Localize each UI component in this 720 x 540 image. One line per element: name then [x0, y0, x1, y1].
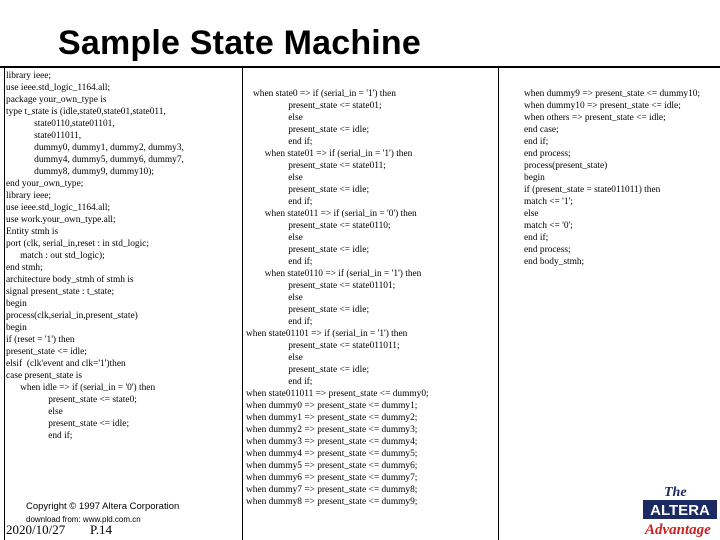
title-divider [0, 66, 720, 68]
logo-altera-text: ALTERA [650, 502, 710, 519]
slide-date: 2020/10/27 [6, 522, 66, 537]
logo-the-text: The [664, 485, 687, 500]
logo-advantage-text: Advantage [645, 522, 711, 538]
column-divider-2 [498, 68, 499, 540]
left-margin-rule [4, 68, 5, 540]
code-column-right: when dummy9 => present_state <= dummy10; when dummy10 => present_state <= idle; when others => present_state <= idle; end case; end if; end process; process(present_state) begin if (present_state = state011011) then match <= '1'; else match <= '0'; end if; end process; end body_stmh; [524, 89, 701, 267]
column-divider-1 [242, 68, 243, 540]
copyright-notice: Copyright © 1997 Altera Corporation [26, 501, 180, 512]
altera-advantage-logo [642, 482, 720, 540]
page-number: P.14 [90, 522, 113, 537]
download-source: download from: www.pld.com.cn [26, 515, 141, 524]
code-column-left: library ieee; use ieee.std_logic_1164.all; package your_own_type is type t_state is (idle,state0,state01,state011, state0110,state01101, state011011, dummy0, dummy1, dummy2, dummy3, dummy4, dummy5, dummy6, dummy7, dummy8, dummy9, dummy10); end your_own_type; library ieee; use ieee.std_logic_1164.all; use work.your_own_type.all; Entity stmh is port (clk, serial_in,reset : in std_logic; match : out std_logic); end stmh; architecture body_stmh of stmh is signal present_state : t_state; begin process(clk,serial_in,present_state) begin if (reset = '1') then present_state <= idle; elsif (clk'event and clk='1')then case present_state is when idle => if (serial_in = '0') then present_state <= state0; else present_state <= idle; end if; [6, 71, 184, 441]
slide-title: Sample State Machine [58, 24, 422, 62]
code-column-middle: when state0 => if (serial_in = '1') then present_state <= state01; else present_state <= idle; end if; when state01 => if (serial_in = '1') then present_state <= state011; else present_state <= idle; end if; when state011 => if (serial_in = '0') then present_state <= state0110; else present_state <= idle; end if; when state0110 => if (serial_in = '1') then present_state <= state01101; else present_state <= idle; end if; when state01101 => if (serial_in = '1') then present_state <= state011011; else present_state <= idle; end if; when state011011 => present_state <= dummy0; when dummy0 => present_state <= dummy1; when dummy1 => present_state <= dummy2; when dummy2 => present_state <= dummy3; when dummy3 => present_state <= dummy4; when dummy4 => present_state <= dummy5; when dummy5 => present_state <= dummy6; when dummy6 => present_state <= dummy7; when dummy7 => present_state <= dummy8; when dummy8 => present_state <= dummy9; [246, 89, 429, 507]
